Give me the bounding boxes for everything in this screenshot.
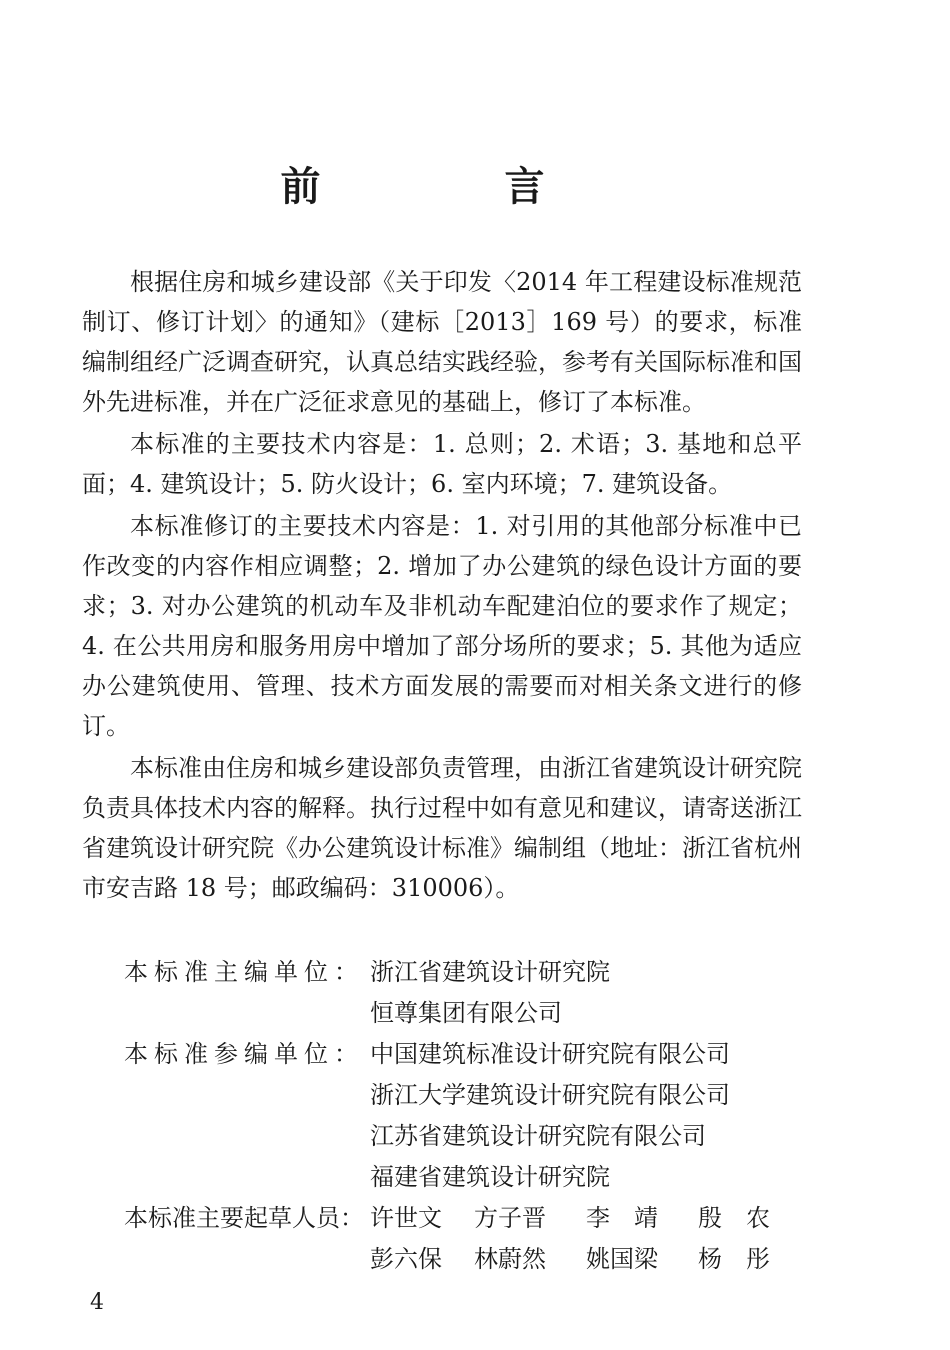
drafter-name: 林蔚然: [474, 1245, 546, 1273]
drafters-list: [370, 1198, 794, 1280]
participating-editor-unit: 福建省建筑设计研究院: [370, 1163, 610, 1191]
page-title: 前 言: [280, 163, 617, 210]
participating-editor-list: [370, 1034, 730, 1198]
paragraph-revision-content: 本标准修订的主要技术内容是：1. 对引用的其他部分标准中已作改变的内容作相应调整；2. 增加了办公建筑的绿色设计方面的要求；3. 对办公建筑的机动车及非机动车配建泊位的要求作了规定；4. 在公共用房和服务用房中增加了部分场所的要求；5. 其他为适应办公建筑使用、管理、技术方面发展的需要而对相关条文进行的修订。: [82, 512, 802, 740]
paragraph-origin: 根据住房和城乡建设部《关于印发〈2014 年工程建设标准规范制订、修订计划〉的通知》（建标［2013］169 号）的要求，标准编制组经广泛调查研究，认真总结实践经验，参考有关国际标准和国外先进标准，并在广泛征求意见的基础上，修订了本标准。: [82, 268, 802, 416]
chief-editor-unit: 恒尊集团有限公司: [370, 999, 562, 1027]
drafter-name: 方子晋: [474, 1204, 546, 1232]
chief-editor-row: [82, 952, 802, 1034]
drafters-label: 本标准主要起草人员：: [124, 1204, 364, 1232]
drafter-name: 殷农: [698, 1204, 794, 1232]
page-number: 4: [90, 1290, 104, 1315]
chief-editor-list: [370, 952, 610, 1034]
participating-editor-unit: 江苏省建筑设计研究院有限公司: [370, 1122, 706, 1150]
foreword-body: [82, 262, 802, 910]
drafter-name: 彭六保: [370, 1245, 442, 1273]
drafter-name: 许世文: [370, 1204, 442, 1232]
editor-units: [82, 952, 802, 1280]
drafter-name: 李靖: [586, 1204, 682, 1232]
paragraph-main-content: 本标准的主要技术内容是：1. 总则；2. 术语；3. 基地和总平面；4. 建筑设计；5. 防火设计；6. 室内环境；7. 建筑设备。: [82, 430, 802, 498]
participating-editor-unit: 浙江大学建筑设计研究院有限公司: [370, 1081, 730, 1109]
drafter-name: 杨彤: [698, 1245, 794, 1273]
paragraph-management: 本标准由住房和城乡建设部负责管理，由浙江省建筑设计研究院负责具体技术内容的解释。执行过程中如有意见和建议，请寄送浙江省建筑设计研究院《办公建筑设计标准》编制组（地址：浙江省杭州市安吉路 18 号；邮政编码：310006）。: [82, 754, 802, 902]
chief-editor-label: 本标准主编单位：: [124, 958, 364, 986]
drafters-row: [82, 1198, 802, 1280]
participating-editor-label: 本标准参编单位：: [124, 1040, 364, 1068]
chief-editor-unit: 浙江省建筑设计研究院: [370, 958, 610, 986]
participating-editor-row: [82, 1034, 802, 1198]
drafter-name: 姚国梁: [586, 1245, 658, 1273]
participating-editor-unit: 中国建筑标准设计研究院有限公司: [370, 1040, 730, 1068]
